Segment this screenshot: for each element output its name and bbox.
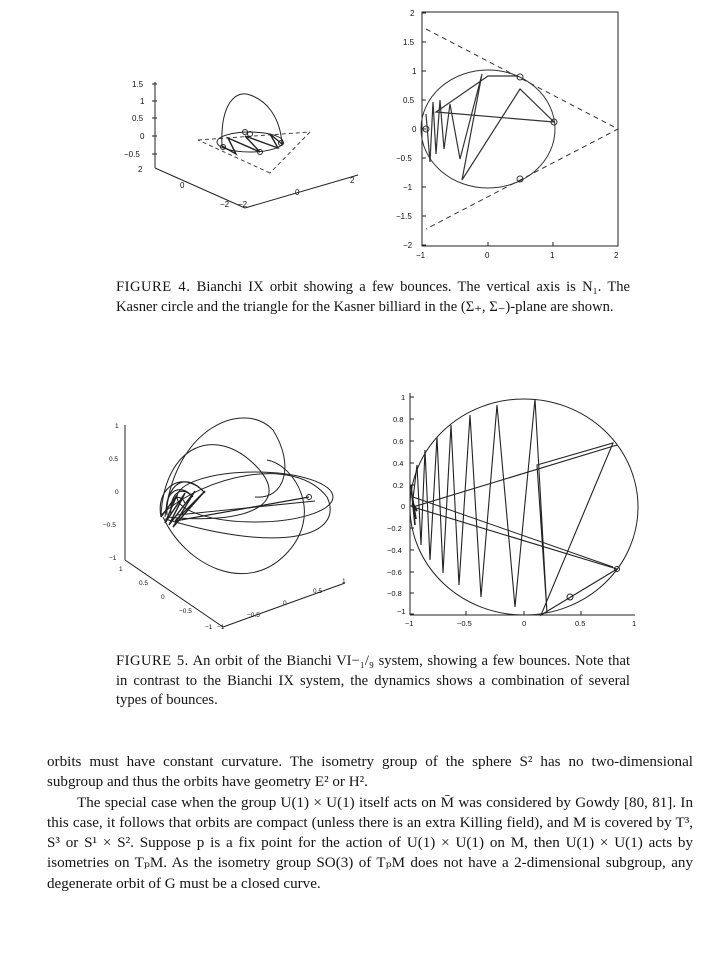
y-tick-label: −0.2 — [387, 524, 402, 533]
x-tick-label: −0.5 — [457, 619, 472, 628]
y-tick-label: −1 — [397, 607, 406, 616]
z-tick-label: 0.5 — [109, 456, 119, 463]
x-tick-label: 0 — [485, 251, 490, 260]
x-tick-marks — [488, 242, 553, 246]
z-tick-label: 1.5 — [132, 80, 144, 89]
z-tick-label: 1 — [115, 423, 119, 430]
y-tick-label: −2 — [238, 200, 248, 209]
fig5-2d-plot — [385, 385, 650, 635]
fig4-3d-plot — [110, 70, 370, 220]
x-tick-label: −1 — [416, 251, 426, 260]
kasner-triangle — [198, 132, 310, 173]
unit-circle — [410, 399, 638, 615]
y-tick-label: 0 — [295, 188, 300, 197]
fig5-3d-plot — [95, 405, 385, 635]
y-tick-label: 0 — [283, 600, 287, 607]
x-tick-label: 1 — [119, 566, 123, 573]
y-tick-label: −0.5 — [396, 154, 412, 163]
x-tick-label: 0.5 — [139, 580, 149, 587]
x-axis — [125, 560, 223, 627]
y-tick-label: 0.6 — [393, 437, 404, 446]
z-tick-label: 0.5 — [132, 114, 144, 123]
kasner-circle — [421, 70, 555, 188]
y-tick-label: 0.5 — [403, 96, 415, 105]
orbit-bounces — [222, 134, 282, 154]
paragraph: The special case when the group U(1) × U(1) itself acts on M̄ was considered by Gowdy [80, 81]. In this case, it follows that orbits are compact (unless there is an extra Killing field), and M is covered by T³, S³ or S¹ × S². Suppose p is a fix point for the action of U(1) × U(1) on M, then U(1) × U(1) acts by isometries on TₚM. As the isometry group SO(3) of TₚM does not have a 2-dimensional subgroup, any degenerate orbit of G must be a closed curve. — [47, 794, 693, 892]
orbit-loop-2 — [165, 418, 285, 517]
y-tick-label: 0.5 — [313, 588, 323, 595]
body-text — [47, 752, 693, 894]
y-tick-label: 1 — [401, 393, 406, 402]
y-tick-label: 0 — [401, 502, 406, 511]
figure-4-caption-text: Bianchi IX orbit showing a few bounces. The vertical axis is N₁. The Kasner circle and the triangle for the Kasner billiard in the (Σ₊, Σ₋)-plane are shown. — [116, 279, 631, 315]
x-tick-label: 0 — [522, 619, 527, 628]
x-tick-marks — [466, 611, 581, 615]
y-tick-label: −0.6 — [387, 568, 402, 577]
orbit-chord — [413, 497, 613, 567]
orbit-loop-3 — [163, 460, 304, 574]
x-tick-label: 0.5 — [575, 619, 586, 628]
figure-5-caption-text: An orbit of the Bianchi VI−₁/₉ system, showing a few bounces. Note that in contrast to the Bianchi IX system, the dynamics shows a combination of several types of bounces. — [116, 653, 630, 708]
x-tick-label: 0 — [180, 181, 185, 190]
y-tick-label: 1 — [412, 67, 417, 76]
z-tick-label: 0 — [140, 132, 145, 141]
orbit — [426, 74, 554, 180]
y-tick-label: 0.8 — [393, 415, 404, 424]
x-tick-label: −1 — [205, 624, 213, 631]
y-tick-label: 2 — [350, 176, 355, 185]
fig4-2d-plot — [370, 4, 640, 264]
y-tick-label: 0.4 — [393, 459, 404, 468]
y-tick-label: 0 — [412, 125, 417, 134]
figure-4-caption — [116, 278, 630, 317]
x-tick-label: 0 — [161, 594, 165, 601]
orbit-markers — [423, 74, 557, 182]
y-tick-label: −0.5 — [247, 612, 260, 619]
x-tick-label: 1 — [550, 251, 555, 260]
y-tick-label: 1.5 — [403, 38, 415, 47]
x-tick-label: 1 — [632, 619, 637, 628]
x-tick-label: −2 — [220, 200, 230, 209]
y-tick-label: −0.4 — [387, 546, 402, 555]
x-tick-label: −0.5 — [179, 608, 192, 615]
z-tick-label: 0 — [115, 489, 119, 496]
z-tick-label: −0.5 — [103, 522, 116, 529]
y-tick-label: −1 — [217, 624, 225, 631]
y-tick-label: 2 — [410, 9, 415, 18]
y-tick-label: 1 — [342, 578, 346, 585]
y-tick-label: −0.8 — [387, 589, 402, 598]
y-tick-label: −1.5 — [396, 212, 412, 221]
z-tick-label: 1 — [140, 97, 145, 106]
z-tick-label: −1 — [109, 555, 117, 562]
figure-5-label: FIGURE 5. — [116, 653, 189, 669]
x-tick-label: 2 — [614, 251, 619, 260]
y-axis — [245, 175, 358, 208]
y-tick-label: −2 — [403, 241, 413, 250]
x-tick-label: −1 — [405, 619, 414, 628]
orbit-dense-bounces — [161, 491, 205, 527]
figure-4-label: FIGURE 4. — [116, 279, 191, 295]
y-tick-label: −1 — [403, 183, 413, 192]
figure-5-caption — [116, 652, 630, 711]
y-tick-label: 0.2 — [393, 481, 404, 490]
x-axis — [155, 168, 245, 208]
paragraph: orbits must have constant curvature. The isometry group of the sphere S² has no two-dimensional subgroup and thus the orbits have geometry E² or H². — [47, 754, 693, 791]
z-tick-label: −0.5 — [124, 150, 140, 159]
plot-frame — [422, 12, 618, 246]
x-tick-label: 2 — [138, 165, 143, 174]
